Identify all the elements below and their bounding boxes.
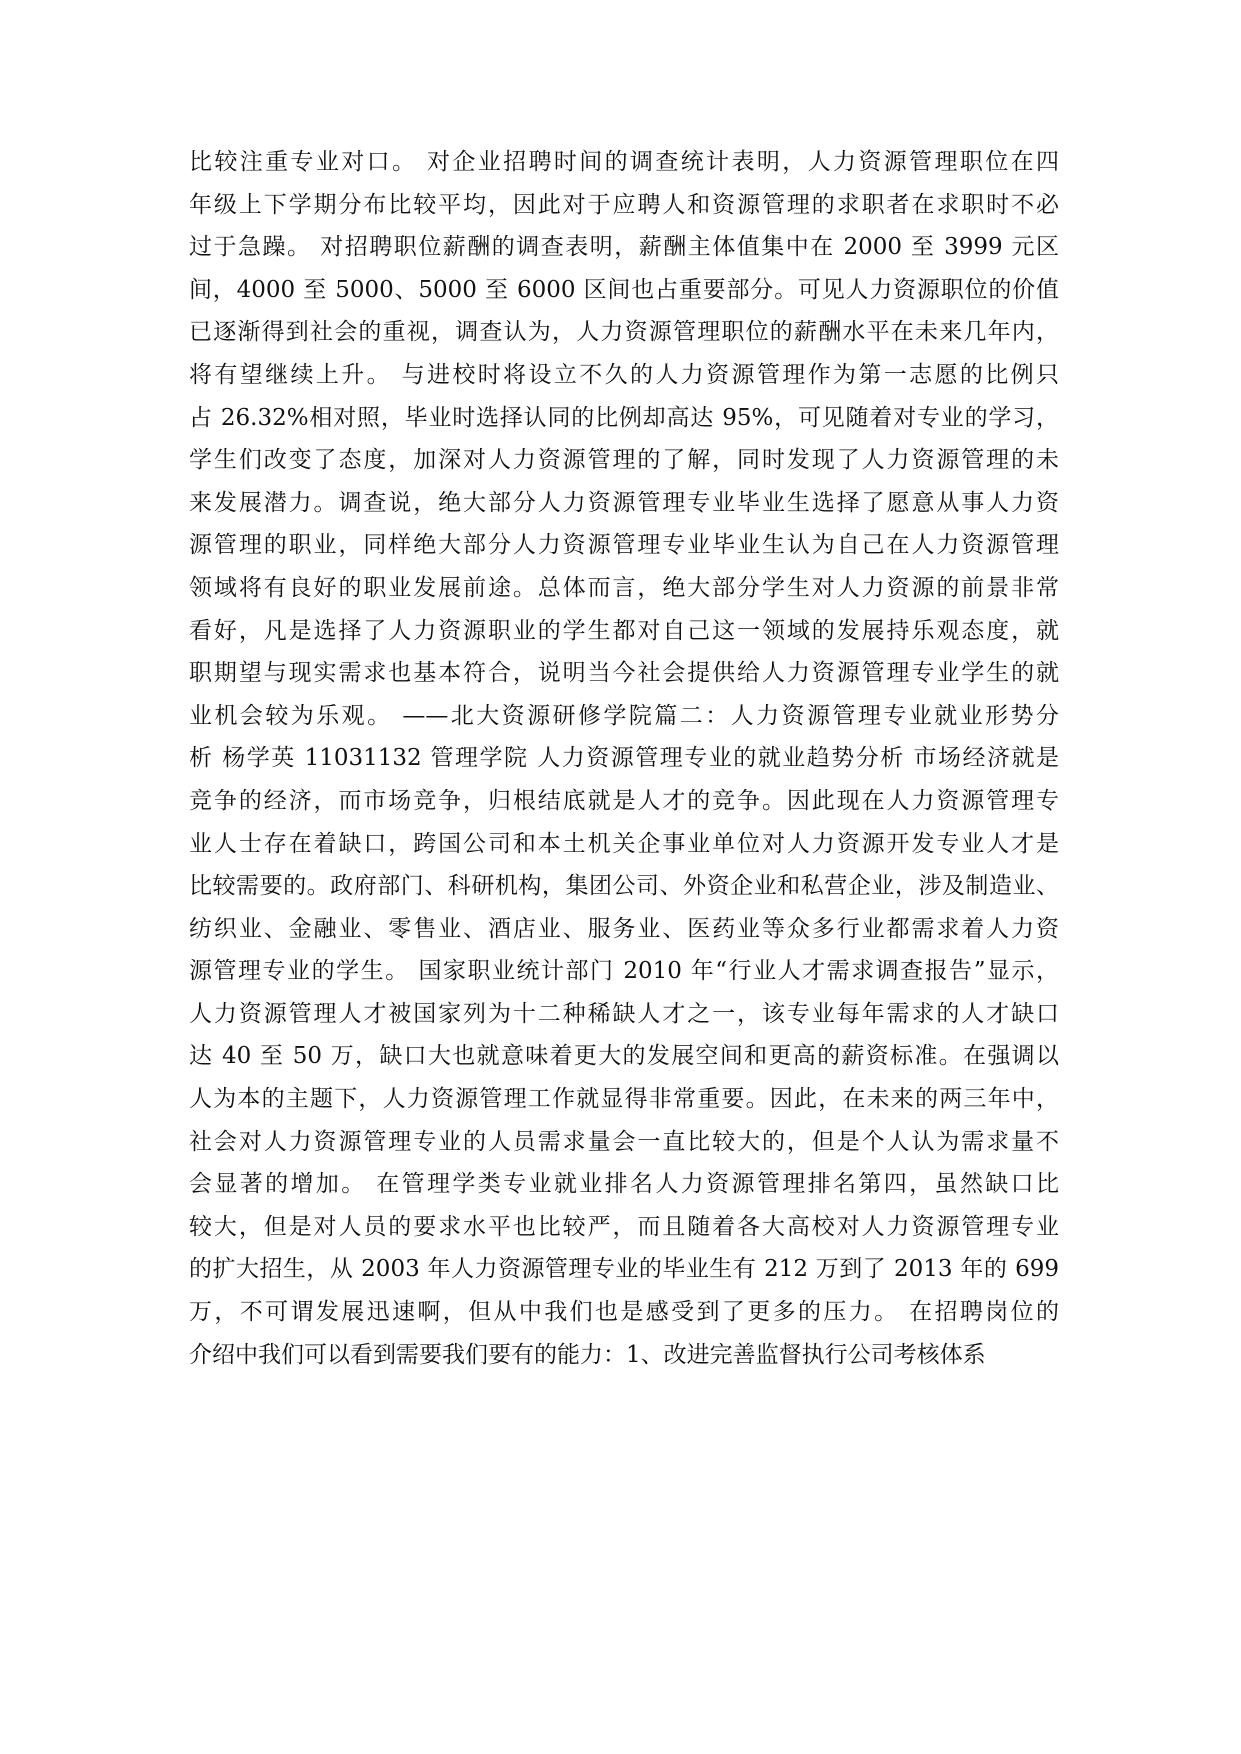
- text-line: 源管理专业的学生。 国家职业统计部门 2010 年“行业人才需求调查报告”显示，: [189, 958, 1059, 985]
- text-line: 纺织业、金融业、零售业、酒店业、服务业、医药业等众多行业都需求着人力资: [189, 915, 1059, 942]
- text-line: 人力资源管理人才被国家列为十二种稀缺人才之一，该专业每年需求的人才缺口: [189, 1000, 1059, 1027]
- text-line: 比较注重专业对口。 对企业招聘时间的调查统计表明，人力资源管理职位在四: [189, 149, 1059, 175]
- text-line: 的扩大招生，从 2003 年人力资源管理专业的毕业生有 212 万到了 2013 年的 699: [189, 1256, 1059, 1283]
- text-line: 过于急躁。 对招聘职位薪酬的调查表明，薪酬主体值集中在 2000 至 3999 元区: [189, 234, 1059, 261]
- text-line: 人为本的主题下，人力资源管理工作就显得非常重要。因此，在未来的两三年中，: [189, 1086, 1059, 1113]
- body-text: [189, 141, 1059, 1376]
- text-line: 业人士存在着缺口，跨国公司和本土机关企事业单位对人力资源开发专业人才是: [189, 830, 1059, 857]
- text-line: 职期望与现实需求也基本符合，说明当今社会提供给人力资源管理专业学生的就: [189, 660, 1059, 687]
- text-line: 间，4000 至 5000、5000 至 6000 区间也占重要部分。可见人力资源职位的价值: [189, 276, 1059, 303]
- text-line: 源管理的职业，同样绝大部分人力资源管理专业毕业生认为自己在人力资源管理: [189, 532, 1059, 559]
- text-line: 较大，但是对人员的要求水平也比较严，而且随着各大高校对人力资源管理专业: [189, 1213, 1059, 1240]
- text-line: 看好，凡是选择了人力资源职业的学生都对自己这一领域的发展持乐观态度，就: [189, 617, 1059, 644]
- text-line: 社会对人力资源管理专业的人员需求量会一直比较大的，但是个人认为需求量不: [189, 1128, 1059, 1155]
- text-line: 万，不可谓发展迅速啊，但从中我们也是感受到了更多的压力。 在招聘岗位的: [189, 1299, 1059, 1326]
- text-line: 将有望继续上升。 与进校时将设立不久的人力资源管理作为第一志愿的比例只: [189, 361, 1059, 388]
- text-line: 已逐渐得到社会的重视，调查认为，人力资源管理职位的薪酬水平在未来几年内，: [189, 319, 1059, 346]
- text-line: 来发展潜力。调查说，绝大部分人力资源管理专业毕业生选择了愿意从事人力资: [189, 489, 1059, 516]
- text-line: 析 杨学英 11031132 管理学院 人力资源管理专业的就业趋势分析 市场经济就是: [189, 745, 1059, 772]
- text-line: 领域将有良好的职业发展前途。总体而言，绝大部分学生对人力资源的前景非常: [189, 574, 1059, 601]
- text-line: 年级上下学期分布比较平均，因此对于应聘人和资源管理的求职者在求职时不必: [189, 191, 1059, 218]
- text-line: 介绍中我们可以看到需要我们要有的能力：1、改进完善监督执行公司考核体系: [189, 1341, 986, 1368]
- text-line: 学生们改变了态度，加深对人力资源管理的了解，同时发现了人力资源管理的未: [189, 447, 1059, 474]
- text-line: 业机会较为乐观。 ——北大资源研修学院篇二：人力资源管理专业就业形势分: [189, 702, 1059, 729]
- text-line: 会显著的增加。 在管理学类专业就业排名人力资源管理排名第四，虽然缺口比: [189, 1171, 1059, 1198]
- text-line: 竞争的经济，而市场竞争，归根结底就是人才的竞争。因此现在人力资源管理专: [189, 787, 1059, 814]
- text-line: 占 26.32%相对照，毕业时选择认同的比例却高达 95%，可见随着对专业的学习，: [189, 404, 1059, 431]
- text-line: 比较需要的。政府部门、科研机构，集团公司、外资企业和私营企业，涉及制造业、: [189, 873, 1059, 900]
- text-line: 达 40 至 50 万，缺口大也就意味着更大的发展空间和更高的薪资标准。在强调以: [189, 1043, 1059, 1070]
